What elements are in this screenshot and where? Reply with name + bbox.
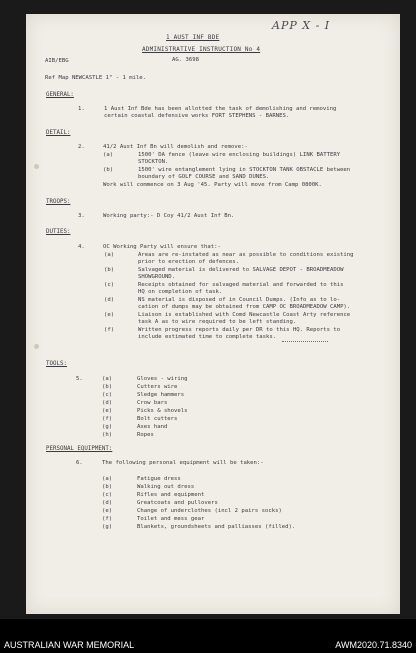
- para-line: 1500' DA fence (leave wire enclosing buildings) LINK BATTERY: [138, 152, 341, 158]
- list-item: Gloves - wiring: [137, 376, 188, 382]
- item-letter: (e): [104, 312, 115, 318]
- list-item: Rifles and equipment: [137, 492, 205, 498]
- list-item: Sledge hammers: [137, 392, 185, 398]
- item-letter: (a): [102, 476, 113, 482]
- map-reference: Ref Map NEWCASTLE 1" - 1 mile.: [45, 75, 147, 81]
- para-line: include estimated time to complete tasks.: [138, 334, 277, 340]
- item-letter: (g): [102, 424, 113, 430]
- item-letter: (f): [104, 327, 115, 333]
- serial-number: AG. 3698: [172, 57, 199, 63]
- list-item: Cutters wire: [137, 384, 178, 390]
- list-item: Bolt cutters: [137, 416, 178, 422]
- archive-footer: [0, 619, 416, 653]
- list-item: Walking out dress: [137, 484, 195, 490]
- section-detail: DETAIL:: [46, 130, 71, 136]
- para-number: 6.: [76, 460, 83, 466]
- item-letter: (c): [102, 492, 113, 498]
- para-line: NS material is disposed of in Council Dumps. (Info as to lo-: [138, 297, 341, 303]
- section-equipment: PERSONAL EQUIPMENT:: [46, 446, 113, 452]
- para-line: OC Working Party will ensure that:-: [103, 244, 221, 250]
- para-line: cation of dumps may be obtained from CAMP OC BROADMEADOW CAMP).: [138, 304, 351, 310]
- para-line: STOCKTON.: [138, 159, 169, 165]
- item-letter: (h): [102, 432, 113, 438]
- para-line: 41/2 Aust Inf Bn will demolish and remove:-: [103, 144, 248, 150]
- item-letter: (a): [102, 376, 113, 382]
- list-item: Picks & shovels: [137, 408, 188, 414]
- item-letter: (c): [104, 282, 115, 288]
- para-number: 3.: [78, 213, 85, 219]
- para-line: 1500' wire entanglement lying in STOCKTON TANK OBSTACLE between: [138, 167, 351, 173]
- para-number: 2.: [78, 144, 85, 150]
- item-letter: (b): [104, 267, 115, 273]
- para-line: Written progress reports daily per DR to this HQ. Reports to: [138, 327, 341, 333]
- item-letter: (f): [102, 416, 113, 422]
- list-item: Greatcoats and pullovers: [137, 500, 218, 506]
- list-item: Crow bars: [137, 400, 168, 406]
- para-line: certain coastal defensive works FORT STEPHENS - BARNES.: [104, 113, 290, 119]
- section-general: GENERAL:: [46, 92, 74, 98]
- para-line: 1 Aust Inf Bde has been allotted the task of demolishing and removing: [104, 106, 337, 112]
- para-line: Salvaged material is delivered to SALVAGE DEPOT - BROADMEADOW: [138, 267, 344, 273]
- list-item: Change of underclothes (incl 2 pairs socks): [137, 508, 282, 514]
- list-item: Toilet and mess gear: [137, 516, 205, 522]
- item-letter: (g): [102, 524, 113, 530]
- item-letter: (f): [102, 516, 113, 522]
- list-item: Axes hand: [137, 424, 168, 430]
- item-letter: (a): [104, 252, 115, 258]
- item-letter: (d): [102, 400, 113, 406]
- item-letter: (e): [102, 408, 113, 414]
- item-letter: (d): [102, 500, 113, 506]
- section-troops: TROOPS:: [46, 199, 71, 205]
- para-number: 4.: [78, 244, 85, 250]
- item-letter: (e): [102, 508, 113, 514]
- section-tools: TOOLS:: [46, 361, 67, 367]
- para-line: SHOWGROUND.: [138, 274, 176, 280]
- para-line: prior to erection of defences.: [138, 259, 240, 265]
- punch-hole: [34, 344, 39, 349]
- para-number: 5.: [76, 376, 83, 382]
- para-number: 1.: [78, 106, 85, 112]
- para-line: boundary of GOLF COURSE and SAND DUNES.: [138, 174, 270, 180]
- section-duties: DUTIES:: [46, 229, 71, 235]
- punch-hole: [34, 164, 39, 169]
- document-page: [26, 14, 400, 614]
- footer-accession-number: AWM2020.71.8340: [335, 640, 412, 650]
- unit-heading: 1 AUST INF BDE: [166, 34, 220, 41]
- item-letter: (b): [102, 384, 113, 390]
- list-item: Fatigue dress: [137, 476, 181, 482]
- item-letter: (a): [103, 152, 114, 158]
- item-letter: (b): [102, 484, 113, 490]
- list-item: Blankets, groundsheets and palliasses (filled).: [137, 524, 296, 530]
- handwritten-annotation: APP X - I: [272, 19, 331, 32]
- footer-institution: AUSTRALIAN WAR MEMORIAL: [4, 640, 135, 650]
- item-letter: (c): [102, 392, 113, 398]
- para-line: Work will commence on 3 Aug '45. Party will move from Camp 0800K.: [103, 182, 322, 188]
- list-item: Ropes: [137, 432, 154, 438]
- file-reference: AIB/EBG: [45, 58, 69, 64]
- para-line: HQ on completion of task.: [138, 289, 223, 295]
- para-line: Receipts obtained for salvaged material and forwarded to this: [138, 282, 344, 288]
- item-letter: (b): [103, 167, 114, 173]
- para-line: Areas are re-instated as near as possible to conditions existing: [138, 252, 354, 258]
- para-line: Working party:- D Coy 41/2 Aust Inf Bn.: [103, 213, 235, 219]
- para-line: The following personal equipment will be taken:-: [102, 460, 264, 466]
- para-line: Liaison is established with Comd Newcastle Coast Arty reference: [138, 312, 351, 318]
- item-letter: (d): [104, 297, 115, 303]
- document-title: ADMINISTRATIVE INSTRUCTION No 4: [142, 46, 261, 53]
- para-line: task A as to wire required to be left standing.: [138, 319, 297, 325]
- dotted-rule: [282, 341, 328, 342]
